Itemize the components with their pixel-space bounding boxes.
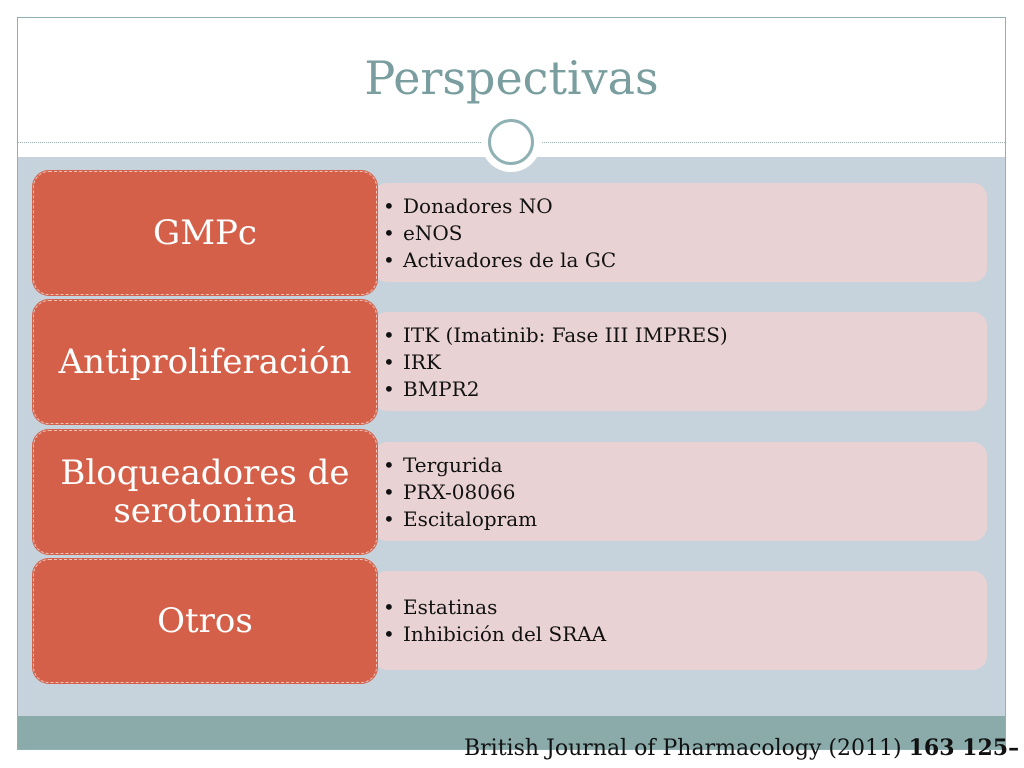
ring-icon (488, 119, 534, 165)
row-card (373, 312, 987, 411)
citation-volume: 163 125– (908, 735, 1020, 761)
row-otros (33, 559, 987, 683)
list-item: • BMPR2 (383, 376, 728, 403)
row-label: GMPc (33, 171, 377, 295)
bullet-list (383, 193, 616, 274)
list-item: • IRK (383, 349, 728, 376)
list-item: • Donadores NO (383, 193, 616, 220)
row-card (373, 442, 987, 541)
list-item: • Activadores de la GC (383, 247, 616, 274)
row-card (373, 183, 987, 282)
citation-text: British Journal of Pharmacology (2011) (464, 736, 909, 761)
citation (464, 734, 1024, 763)
bullet-list (383, 452, 537, 533)
bullet-list (383, 322, 728, 403)
row-bloqueadores (33, 430, 987, 554)
list-item: • Escitalopram (383, 506, 537, 533)
list-item: • eNOS (383, 220, 616, 247)
row-antiproliferacion (33, 300, 987, 424)
row-label: Antiproliferación (33, 300, 377, 424)
list-item: • ITK (Imatinib: Fase III IMPRES) (383, 322, 728, 349)
row-gmpc (33, 171, 987, 295)
bullet-list (383, 594, 606, 648)
list-item: • PRX-08066 (383, 479, 537, 506)
row-label: Bloqueadores de serotonina (33, 430, 377, 554)
list-item: • Estatinas (383, 594, 606, 621)
row-label: Otros (33, 559, 377, 683)
slide-title: Perspectivas (364, 51, 659, 105)
list-item: • Inhibición del SRAA (383, 621, 606, 648)
list-item: • Tergurida (383, 452, 537, 479)
row-card (373, 571, 987, 670)
